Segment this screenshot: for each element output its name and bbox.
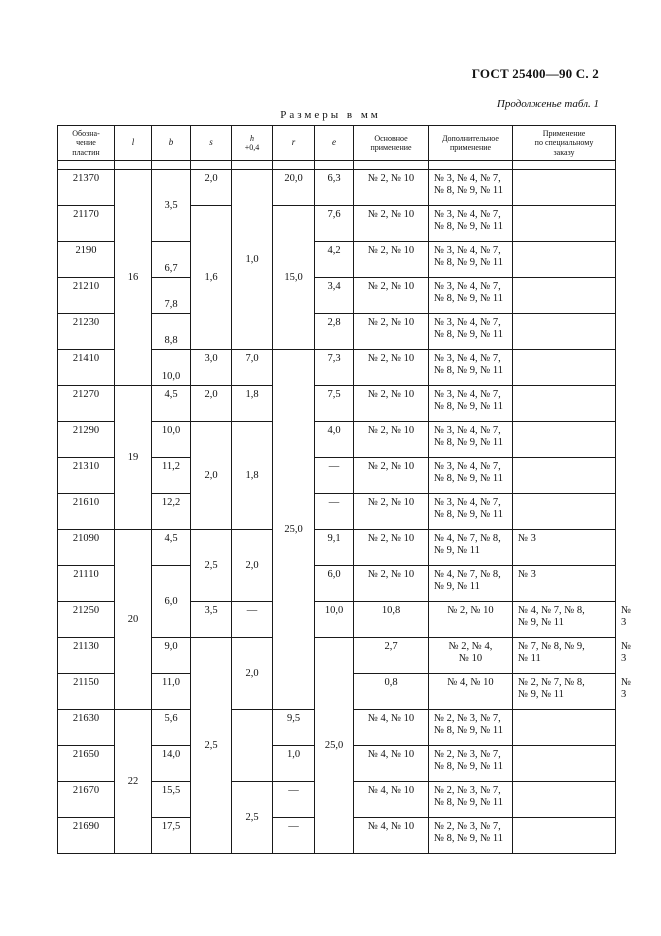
- col-header-h-tolerance: +0,4: [244, 143, 260, 152]
- col-header-special: Применение по специальному заказу: [513, 126, 616, 161]
- cell-b: 6,7: [152, 242, 191, 278]
- cell-e: —: [273, 818, 315, 854]
- cell-e: 6,0: [315, 566, 354, 602]
- table-row: [58, 170, 616, 206]
- table-row: 21150 11,0 0,8 № 4, № 10 № 2, № 7, № 8, № 9, № 11 № 3: [58, 674, 616, 710]
- cell-basic: № 4, № 10: [354, 710, 429, 746]
- cell-additional: № 2, № 3, № 7, № 8, № 9, № 11: [429, 818, 513, 854]
- cell-b: 17,5: [152, 818, 191, 854]
- col-header-h-symbol: h: [250, 133, 254, 143]
- cell-s: 3,5: [191, 602, 232, 638]
- cell-special: [513, 818, 616, 854]
- cell-h: 2,0: [232, 530, 273, 602]
- cell-additional: № 3, № 4, № 7, № 8, № 9, № 11: [429, 206, 513, 242]
- cell-additional: № 3, № 4, № 7, № 8, № 9, № 11: [429, 242, 513, 278]
- cell-basic: № 2, № 10: [429, 602, 513, 638]
- cell-b: 6,0: [152, 566, 191, 638]
- cell-basic: № 2, № 4, № 10: [429, 638, 513, 674]
- cell-l: 22: [115, 710, 152, 854]
- cell-designation: 21370: [58, 170, 115, 206]
- cell-special: [513, 350, 616, 386]
- cell-basic: № 2, № 10: [354, 170, 429, 206]
- cell-additional: № 4, № 7, № 8, № 9, № 11: [429, 530, 513, 566]
- cell-additional: № 2, № 3, № 7, № 8, № 9, № 11: [429, 782, 513, 818]
- cell-e: —: [315, 458, 354, 494]
- table-continued-label: Продолженье табл. 1: [496, 98, 599, 110]
- cell-special: [513, 170, 616, 206]
- cell-e: 10,8: [354, 602, 429, 638]
- cell-designation: 21090: [58, 530, 115, 566]
- table-row: 21130 9,0 2,5 2,0 25,0 2,7 № 2, № 4, № 10 № 7, № 8, № 9, № 11 № 3: [58, 638, 616, 674]
- cell-b: 4,5: [152, 386, 191, 422]
- cell-designation: 21310: [58, 458, 115, 494]
- plates-table: [57, 125, 632, 854]
- cell-s: 2,5: [191, 530, 232, 602]
- cell-designation: 21270: [58, 386, 115, 422]
- cell-additional: № 3, № 4, № 7, № 8, № 9, № 11: [429, 278, 513, 314]
- cell-designation: 21130: [58, 638, 115, 674]
- cell-designation: 21210: [58, 278, 115, 314]
- cell-special: [513, 242, 616, 278]
- cell-basic: № 2, № 10: [354, 350, 429, 386]
- cell-e: 3,4: [315, 278, 354, 314]
- cell-basic: № 2, № 10: [354, 494, 429, 530]
- cell-designation: 21110: [58, 566, 115, 602]
- cell-basic: № 4, № 10: [354, 818, 429, 854]
- cell-additional: № 7, № 8, № 9, № 11: [513, 638, 616, 674]
- cell-special: [513, 206, 616, 242]
- cell-basic: № 2, № 10: [354, 242, 429, 278]
- cell-b: 12,2: [152, 494, 191, 530]
- cell-l: 16: [115, 170, 152, 386]
- cell-e: 9,5: [273, 710, 315, 746]
- cell-e: 4,2: [315, 242, 354, 278]
- cell-basic: № 2, № 10: [354, 206, 429, 242]
- col-header-e: e: [315, 126, 354, 161]
- cell-b: 10,0: [152, 422, 191, 458]
- table-row: [58, 386, 616, 422]
- cell-e: —: [315, 494, 354, 530]
- cell-r: 10,0: [315, 602, 354, 638]
- table-row: [58, 530, 616, 566]
- cell-b: 3,5: [152, 170, 191, 242]
- cell-special: [513, 278, 616, 314]
- cell-b: 15,5: [152, 782, 191, 818]
- cell-e: 2,8: [315, 314, 354, 350]
- cell-b: 8,8: [152, 314, 191, 350]
- cell-basic: № 2, № 10: [354, 386, 429, 422]
- cell-special: [513, 386, 616, 422]
- cell-basic: № 2, № 10: [354, 566, 429, 602]
- cell-additional: № 4, № 7, № 8, № 9, № 11: [429, 566, 513, 602]
- cell-additional: № 3, № 4, № 7, № 8, № 9, № 11: [429, 386, 513, 422]
- cell-designation: 21290: [58, 422, 115, 458]
- cell-basic: № 2, № 10: [354, 422, 429, 458]
- cell-additional: № 3, № 4, № 7, № 8, № 9, № 11: [429, 350, 513, 386]
- col-header-r: r: [273, 126, 315, 161]
- cell-basic: № 4, № 10: [354, 782, 429, 818]
- cell-designation: 21410: [58, 350, 115, 386]
- cell-e: 9,1: [315, 530, 354, 566]
- cell-basic: № 4, № 10: [354, 746, 429, 782]
- cell-additional: № 3, № 4, № 7, № 8, № 9, № 11: [429, 422, 513, 458]
- col-header-h: [232, 126, 273, 161]
- cell-s: 2,0: [191, 422, 232, 530]
- cell-designation: 21670: [58, 782, 115, 818]
- cell-s: 3,0: [191, 350, 232, 386]
- cell-designation: 21170: [58, 206, 115, 242]
- cell-designation: 21690: [58, 818, 115, 854]
- cell-special: [513, 746, 616, 782]
- cell-basic: № 4, № 10: [429, 674, 513, 710]
- cell-designation: 21650: [58, 746, 115, 782]
- cell-basic: № 2, № 10: [354, 278, 429, 314]
- col-header-designation: Обозна- чение пластин: [58, 126, 115, 161]
- cell-e: 7,6: [315, 206, 354, 242]
- cell-h: —: [232, 602, 273, 638]
- cell-additional: № 3, № 4, № 7, № 8, № 9, № 11: [429, 494, 513, 530]
- cell-h: 1,8: [232, 386, 273, 422]
- dimensions-note: Размеры в мм: [280, 109, 381, 121]
- cell-special: [513, 494, 616, 530]
- cell-e: 0,8: [354, 674, 429, 710]
- cell-designation: 2190: [58, 242, 115, 278]
- cell-additional: № 2, № 3, № 7, № 8, № 9, № 11: [429, 746, 513, 782]
- col-header-basic: Основное применение: [354, 126, 429, 161]
- cell-e: 2,7: [354, 638, 429, 674]
- cell-b: 7,8: [152, 278, 191, 314]
- cell-designation: 21150: [58, 674, 115, 710]
- cell-additional: № 2, № 3, № 7, № 8, № 9, № 11: [429, 710, 513, 746]
- table-row: 21250 3,5 — 10,0 10,8 № 2, № 10 № 4, № 7, № 8, № 9, № 11 № 3: [58, 602, 616, 638]
- cell-designation: 21230: [58, 314, 115, 350]
- cell-e: 6,3: [315, 170, 354, 206]
- cell-special: № 3: [513, 566, 616, 602]
- cell-b: 14,0: [152, 746, 191, 782]
- cell-r: 25,0: [315, 638, 354, 854]
- cell-h: [232, 710, 273, 782]
- col-header-l: l: [115, 126, 152, 161]
- cell-l: 20: [115, 530, 152, 710]
- cell-e: 7,5: [315, 386, 354, 422]
- cell-s: 2,5: [191, 638, 232, 854]
- cell-special: [513, 458, 616, 494]
- cell-b: 4,5: [152, 530, 191, 566]
- cell-additional: № 3, № 4, № 7, № 8, № 9, № 11: [429, 170, 513, 206]
- cell-special: [513, 710, 616, 746]
- cell-e: 1,0: [273, 746, 315, 782]
- col-header-b: b: [152, 126, 191, 161]
- cell-b: 10,0: [152, 350, 191, 386]
- cell-designation: 21630: [58, 710, 115, 746]
- page-title: ГОСТ 25400—90 С. 2: [471, 66, 599, 81]
- cell-additional: № 3, № 4, № 7, № 8, № 9, № 11: [429, 314, 513, 350]
- cell-additional: № 3, № 4, № 7, № 8, № 9, № 11: [429, 458, 513, 494]
- cell-h: 2,0: [232, 638, 273, 710]
- cell-designation: 21610: [58, 494, 115, 530]
- cell-r: 20,0: [273, 170, 315, 206]
- cell-h: 1,0: [232, 170, 273, 350]
- col-header-additional: Дополнительное применение: [429, 126, 513, 161]
- cell-designation: 21250: [58, 602, 115, 638]
- cell-r: 15,0: [273, 206, 315, 350]
- cell-basic: № 2, № 10: [354, 314, 429, 350]
- cell-b: 9,0: [152, 638, 191, 674]
- cell-l: 19: [115, 386, 152, 530]
- cell-additional: № 2, № 7, № 8, № 9, № 11: [513, 674, 616, 710]
- col-header-s: s: [191, 126, 232, 161]
- cell-special: [513, 314, 616, 350]
- cell-r: 25,0: [273, 350, 315, 710]
- cell-e: 4,0: [315, 422, 354, 458]
- cell-e: —: [273, 782, 315, 818]
- cell-special: [513, 782, 616, 818]
- cell-h: 7,0: [232, 350, 273, 386]
- cell-b: 11,2: [152, 458, 191, 494]
- cell-special: [513, 422, 616, 458]
- cell-b: 5,6: [152, 710, 191, 746]
- cell-s: 1,6: [191, 206, 232, 350]
- cell-additional: № 4, № 7, № 8, № 9, № 11: [513, 602, 616, 638]
- cell-basic: № 2, № 10: [354, 458, 429, 494]
- cell-basic: № 2, № 10: [354, 530, 429, 566]
- cell-e: 7,3: [315, 350, 354, 386]
- cell-b: 11,0: [152, 674, 191, 710]
- cell-s: 2,0: [191, 170, 232, 206]
- cell-special: № 3: [513, 530, 616, 566]
- cell-s: 2,0: [191, 386, 232, 422]
- cell-h: 2,5: [232, 782, 273, 854]
- cell-h: 1,8: [232, 422, 273, 530]
